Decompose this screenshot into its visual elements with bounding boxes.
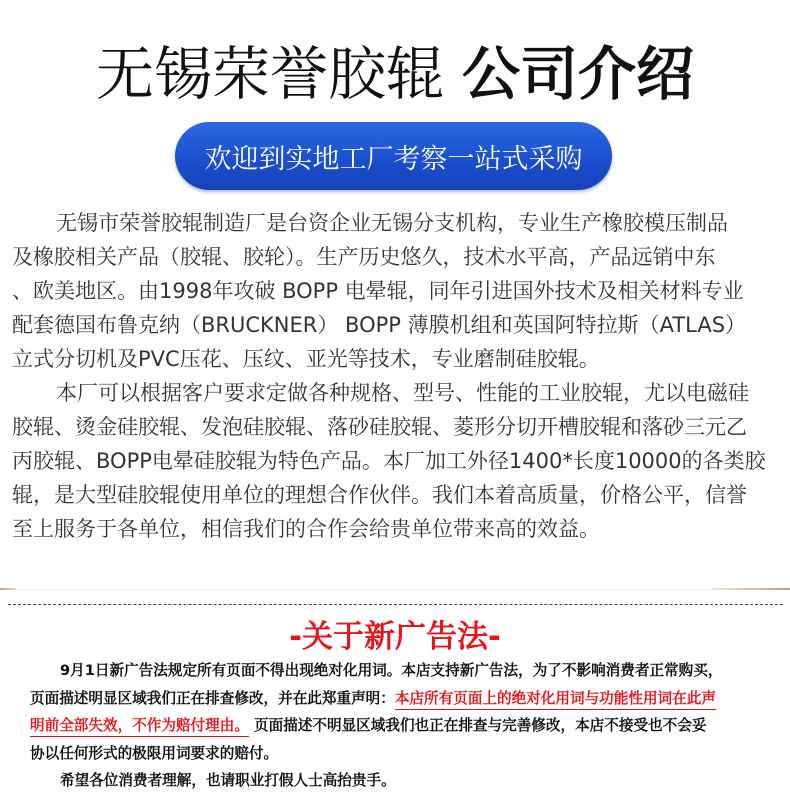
notice-text: 页面描述明显区域我们正在排查修改，并在此郑重声明：	[30, 689, 395, 707]
welcome-banner-text: 欢迎到实地工厂考察一站式采购	[204, 143, 583, 175]
intro-paragraph-2	[12, 376, 782, 546]
intro-line: 、欧美地区。由1998年攻破 BOPP 电晕辊，同年引进国外技术及相关材料专业	[12, 279, 744, 303]
divider-accent-left	[0, 588, 16, 590]
divider-accent-right	[712, 588, 790, 590]
section-divider	[0, 589, 790, 590]
welcome-banner	[175, 122, 612, 190]
intro-line: 至上服务于各单位，相信我们的合作会给贵单位带来高的效益。	[12, 517, 600, 541]
intro-line: 立式分切机及PVC压花、压纹、亚光等技术，专业磨制硅胶辊。	[12, 347, 600, 371]
intro-line: 无锡市荣誉胶辊制造厂是台资企业无锡分支机构，专业生产橡胶模压制品	[56, 211, 728, 235]
notice-line: 9月1日新广告法规定所有页面不得出现绝对化用词。本店支持新广告法，为了不影响消费者正常购买，	[60, 662, 723, 679]
notice-line	[30, 712, 770, 740]
dashed-divider	[8, 604, 783, 605]
notice-text: 页面描述不明显区域我们也正在排查与完善修改，本店不接受也不会妥	[254, 717, 707, 734]
notice-highlight: 本店所有页面上的绝对化用词与功能性用词在此声	[395, 690, 716, 710]
page-title	[0, 34, 790, 114]
notice-line: 希望各位消费者理解，也请职业打假人士高抬贵手。	[60, 772, 396, 789]
intro-line: 配套德国布鲁克纳（BRUCKNER） BOPP 薄膜机组和英国阿特拉斯（ATLAS）	[12, 313, 747, 337]
intro-line: 胶辊、烫金硅胶辊、发泡硅胶辊、落砂硅胶辊、菱形分切开槽胶辊和落砂三元乙	[12, 415, 747, 439]
intro-line: 辊，是大型硅胶辊使用单位的理想合作伙伴。我们本着高质量，价格公平，信誉	[12, 483, 747, 507]
company-intro-label: 公司介绍	[462, 40, 695, 108]
intro-line: 及橡胶相关产品（胶辊、胶轮）。生产历史悠久，技术水平高，产品远销中东	[12, 245, 716, 269]
ad-law-notice	[30, 657, 770, 795]
company-name: 无锡荣誉胶辊	[95, 40, 444, 108]
ad-law-title: -关于新广告法-	[289, 619, 501, 655]
notice-line	[30, 685, 770, 713]
company-introduction	[12, 206, 782, 546]
intro-line: 本厂可以根据客户要求定做各种规格、型号、性能的工业胶辊，尤以电磁硅	[56, 381, 749, 405]
notice-highlight: 明前全部失效，不作为赔付理由。	[30, 717, 249, 737]
notice-line: 协以任何形式的极限用词要求的赔付。	[30, 744, 279, 762]
intro-paragraph-1	[12, 206, 782, 376]
intro-line: 丙胶辊、BOPP电晕硅胶辊为特色产品。本厂加工外径1400*长度10000的各类胶	[12, 449, 766, 473]
